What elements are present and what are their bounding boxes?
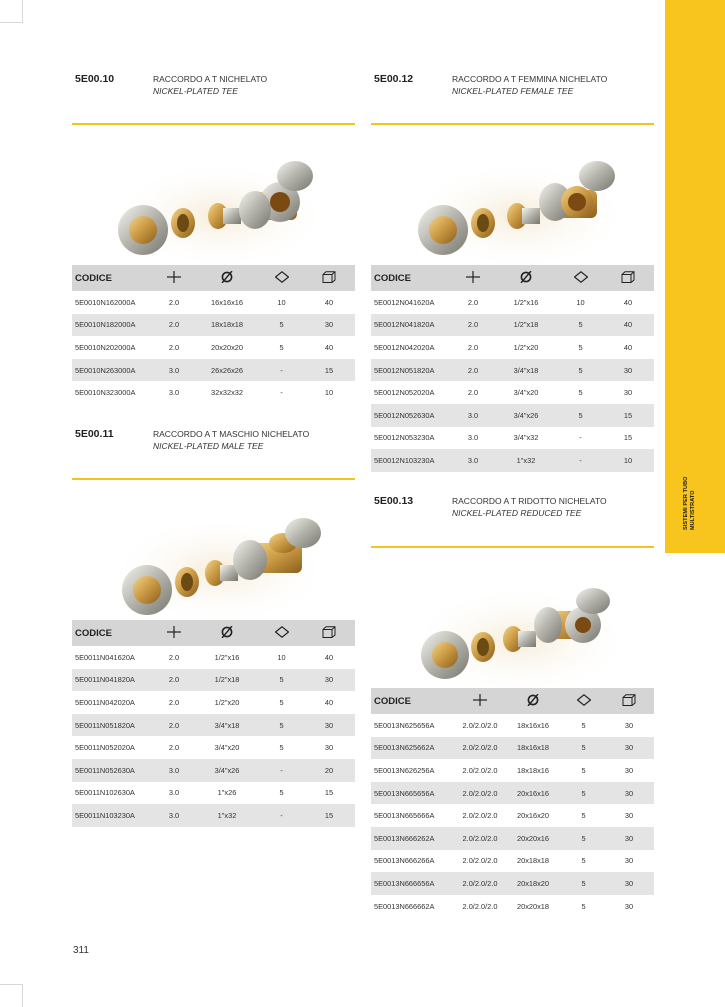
table-row: 5E0013N626256A 2.0/2.0/2.0 18x18x16 5 30	[374, 765, 634, 775]
spec-table	[72, 265, 355, 404]
product-title: RACCORDO A T MASCHIO NICHELATO NICKEL-PLATED MALE TEE	[153, 429, 310, 451]
table-row: 5E0011N103230A 3.0 1"x32 - 15	[72, 804, 355, 827]
product-photo	[105, 495, 335, 620]
diameter-icon	[221, 271, 233, 283]
table-row: 5E0011N042020A 2.0 1/2"x20 5 40	[75, 697, 334, 707]
table-row: 5E0011N052020A 2.0 3/4"x20 5 30	[75, 743, 334, 753]
table-row: 5E0012N051820A 2.0 3/4"x18 5 30	[371, 359, 654, 382]
column-header-codice: CODICE	[72, 620, 154, 646]
product-title: RACCORDO A T RIDOTTO NICHELATO NICKEL-PLATED REDUCED TEE	[452, 496, 607, 518]
table-row: 5E0013N666656A 2.0/2.0/2.0 20x18x20 5 30	[371, 872, 654, 895]
pressure-icon	[473, 694, 487, 706]
pack-icon	[275, 626, 289, 638]
crop-mark	[0, 0, 23, 23]
table-row: 5E0013N666266A 2.0/2.0/2.0 20x18x18 5 30	[374, 856, 634, 866]
table-row: 5E0012N042020A 2.0 1/2"x20 5 40	[374, 342, 633, 352]
pressure-icon	[167, 271, 181, 283]
table-row: 5E0012N041620A 2.0 1/2"x16 10 40	[374, 297, 633, 307]
table-row: 5E0012N052630A 3.0 3/4"x26 5 15	[371, 404, 654, 427]
crop-mark	[0, 984, 23, 1007]
pack-icon	[574, 271, 588, 283]
product-code: 5E00.10	[75, 73, 115, 85]
product-code: 5E00.12	[374, 73, 414, 85]
table-row: 5E0010N263000A 3.0 26x26x26 - 15	[72, 359, 355, 382]
box-icon	[322, 626, 336, 638]
table-row: 5E0010N162000A 2.0 16x16x16 10 40	[75, 297, 334, 307]
table-row: 5E0011N041820A 2.0 1/2"x18 5 30	[72, 669, 355, 692]
table-row: 5E0013N666662A 2.0/2.0/2.0 20x20x18 5 30	[374, 901, 634, 911]
spec-table	[72, 620, 355, 827]
table-header	[371, 265, 654, 291]
pack-icon	[577, 694, 591, 706]
column-header-codice: CODICE	[72, 265, 154, 291]
product-code: 5E00.13	[374, 495, 414, 507]
chapter-tab	[665, 0, 725, 553]
table-row: 5E0012N103230A 3.0 1"x32 - 10	[371, 449, 654, 472]
column-header-codice: CODICE	[371, 265, 453, 291]
product-photo	[405, 565, 635, 690]
table-row: 5E0013N665666A 2.0/2.0/2.0 20x16x20 5 30	[374, 811, 634, 821]
divider	[72, 123, 355, 125]
table-row: 5E0013N625662A 2.0/2.0/2.0 18x16x18 5 30	[371, 737, 654, 760]
table-row: 5E0013N665656A 2.0/2.0/2.0 20x16x16 5 30	[371, 782, 654, 805]
chapter-tab-label: SISTEMI PER TUBO MULTISTRATO	[683, 476, 696, 530]
table-row: 5E0011N052630A 3.0 3/4"x26 - 20	[72, 759, 355, 782]
diameter-icon	[221, 626, 233, 638]
table-header	[72, 620, 355, 646]
table-row: 5E0012N041820A 2.0 1/2"x18 5 40	[371, 314, 654, 337]
product-photo	[105, 140, 335, 265]
pack-icon	[275, 271, 289, 283]
diameter-icon	[520, 271, 532, 283]
table-row: 5E0010N182000A 2.0 18x18x18 5 30	[72, 314, 355, 337]
pressure-icon	[167, 626, 181, 638]
table-row: 5E0013N625656A 2.0/2.0/2.0 18x16x16 5 30	[374, 720, 634, 730]
table-row: 5E0012N052020A 2.0 3/4"x20 5 30	[374, 388, 633, 398]
box-icon	[621, 271, 635, 283]
pressure-icon	[466, 271, 480, 283]
table-row: 5E0013N666262A 2.0/2.0/2.0 20x20x16 5 30	[371, 827, 654, 850]
product-title: RACCORDO A T NICHELATO NICKEL-PLATED TEE	[153, 74, 268, 96]
product-photo	[405, 140, 635, 265]
divider	[371, 546, 654, 548]
spec-table	[371, 265, 654, 472]
page-number: 311	[73, 945, 89, 956]
product-title: RACCORDO A T FEMMINA NICHELATO NICKEL-PLATED FEMALE TEE	[452, 74, 608, 96]
box-icon	[622, 694, 636, 706]
table-row: 5E0011N051820A 2.0 3/4"x18 5 30	[72, 714, 355, 737]
table-row: 5E0011N041620A 2.0 1/2"x16 10 40	[75, 652, 334, 662]
diameter-icon	[527, 694, 539, 706]
table-row: 5E0010N202000A 2.0 20x20x20 5 40	[75, 342, 334, 352]
box-icon	[322, 271, 336, 283]
divider	[371, 123, 654, 125]
table-row: 5E0012N053230A 3.0 3/4"x32 - 15	[374, 433, 633, 443]
spec-table	[371, 688, 654, 917]
table-header	[72, 265, 355, 291]
divider	[72, 478, 355, 480]
table-row: 5E0011N102630A 3.0 1"x26 5 15	[75, 788, 334, 798]
column-header-codice: CODICE	[371, 688, 457, 714]
product-code: 5E00.11	[75, 428, 114, 440]
table-row: 5E0010N323000A 3.0 32x32x32 - 10	[75, 388, 334, 398]
table-header	[371, 688, 654, 714]
